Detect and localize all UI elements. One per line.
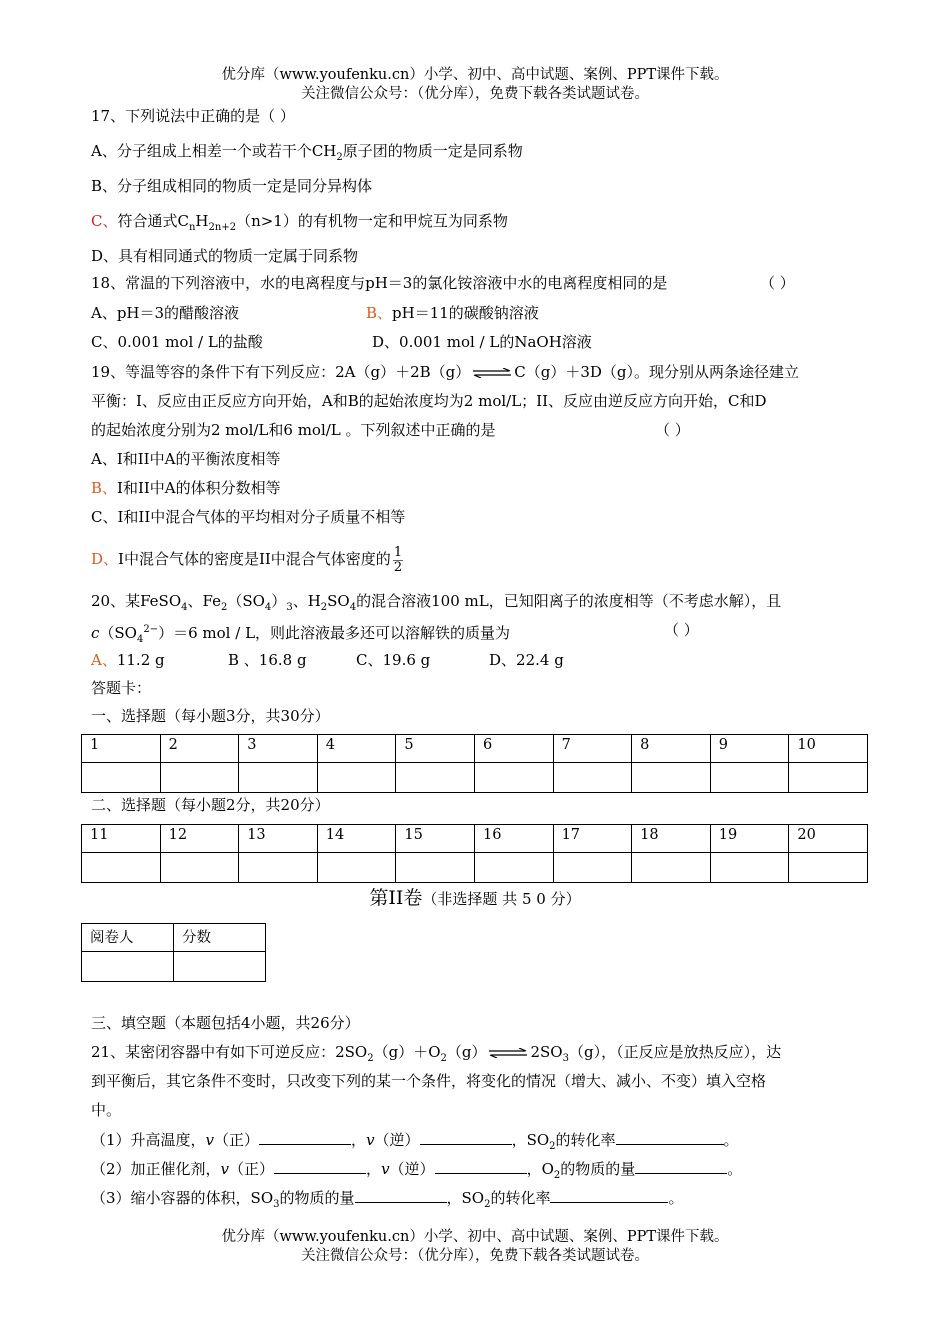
q19-option-a: A、I和II中A的平衡浓度相等	[91, 450, 281, 468]
section-3-heading: 三、填空题（本题包括4小题，共26分）	[91, 1014, 360, 1032]
answer-cell[interactable]	[632, 763, 711, 793]
table-cell: 3	[239, 735, 318, 763]
answer-cell[interactable]	[82, 763, 161, 793]
q18-option-b: B、pH＝11的碳酸钠溶液	[366, 304, 539, 322]
answer-cell[interactable]	[396, 853, 475, 883]
q17-option-a: A、分子组成上相差一个或若干个$CH_2$原子团的物质一定是同系物	[91, 142, 523, 163]
answer-blank[interactable]	[635, 1158, 727, 1174]
table-cell: 10	[789, 735, 868, 763]
q20-option-a: A、11.2 g	[91, 651, 165, 669]
table-cell: 12	[160, 825, 239, 853]
grader-table	[81, 923, 266, 982]
answer-blank[interactable]	[274, 1158, 366, 1174]
answer-cell[interactable]	[396, 763, 475, 793]
section-2-heading: 二、选择题（每小题2分，共20分）	[91, 796, 330, 814]
answer-cell[interactable]	[710, 853, 789, 883]
q20-answer-paren: （ ）	[664, 621, 699, 639]
answer-cell[interactable]	[553, 763, 632, 793]
table-cell: 18	[632, 825, 711, 853]
answer-cell[interactable]	[239, 763, 318, 793]
q19-answer-paren: （ ）	[655, 421, 690, 439]
q20-option-b: B 、16.8 g	[228, 651, 307, 669]
table-cell: 6	[474, 735, 553, 763]
q19-stem-line-1: 19、等温等容的条件下有下列反应：2A（g）＋2B（g） C（g）＋3D（g）。现分别从两条途径建立	[91, 363, 800, 381]
grader-cell[interactable]	[82, 952, 174, 982]
answer-blank[interactable]	[616, 1129, 724, 1145]
section-1-heading: 一、选择题（每小题3分，共30分）	[91, 707, 330, 725]
answer-card-title: 答题卡：	[91, 679, 152, 697]
answer-table-2-header-row	[82, 825, 868, 853]
answer-cell[interactable]	[160, 853, 239, 883]
answer-cell[interactable]	[317, 763, 396, 793]
q18-answer-paren: （ ）	[760, 274, 795, 292]
score-label: 分数	[174, 924, 266, 952]
table-cell: 8	[632, 735, 711, 763]
table-cell: 4	[317, 735, 396, 763]
q20-option-c: C、19.6 g	[356, 651, 431, 669]
header-line-1: 优分库（www.youfenku.cn）小学、初中、高中试题、案例、PPT课件下载。	[221, 67, 729, 83]
footer-line-2: 关注微信公众号：（优分库），免费下载各类试题试卷。	[301, 1248, 649, 1264]
q19-stem-line-3: 的起始浓度分别为2 mol/L和6 mol/L 。下列叙述中正确的是	[91, 421, 496, 439]
answer-table-1	[81, 734, 868, 793]
part-2-heading	[0, 886, 950, 911]
q20-stem-line-1: 20、某FeSO$_4$、$Fe_2(SO_4)_3$、$H_2SO_4$的混合溶液100 mL，已知阳离子的浓度相等（不考虑水解），且	[91, 592, 782, 613]
answer-cell[interactable]	[82, 853, 161, 883]
table-cell: 2	[160, 735, 239, 763]
q18-option-c: C、0.001 mol / L的盐酸	[91, 333, 263, 351]
q17-option-b: B、分子组成相同的物质一定是同分异构体	[91, 177, 373, 195]
table-cell: 20	[789, 825, 868, 853]
q17-option-d: D、具有相同通式的物质一定属于同系物	[91, 247, 359, 265]
q19-option-b: B、I和II中A的体积分数相等	[91, 479, 281, 497]
answer-cell[interactable]	[160, 763, 239, 793]
q21-subquestion-1: （1）升高温度，v（正） ，v（逆） ，$SO_2$的转化率 。	[91, 1131, 739, 1152]
answer-table-2	[81, 824, 868, 883]
table-cell: 16	[474, 825, 553, 853]
answer-cell[interactable]	[474, 853, 553, 883]
q21-subquestion-2: （2）加正催化剂，v（正） ，v（逆） ，$O_2$的物质的量 。	[91, 1160, 743, 1181]
q19-option-c: C、I和II中混合气体的平均相对分子质量不相等	[91, 508, 406, 526]
q18-option-a: A、pH＝3的醋酸溶液	[91, 304, 240, 322]
table-cell: 19	[710, 825, 789, 853]
table-cell: 13	[239, 825, 318, 853]
q21-stem-line-3: 中。	[91, 1101, 122, 1119]
answer-cell[interactable]	[317, 853, 396, 883]
equilibrium-arrows-icon	[488, 1048, 528, 1058]
header-line-2: 关注微信公众号：（优分库），免费下载各类试题试卷。	[301, 86, 649, 102]
answer-cell[interactable]	[239, 853, 318, 883]
table-cell: 9	[710, 735, 789, 763]
answer-cell[interactable]	[789, 853, 868, 883]
q20-stem-line-2: $c(SO_4^{2-})=6$ mol / L，则此溶液最多还可以溶解铁的质量为	[91, 624, 511, 645]
answer-cell[interactable]	[710, 763, 789, 793]
answer-cell[interactable]	[474, 763, 553, 793]
q19-stem-line-2: 平衡：I、反应由正反应方向开始，A和B的起始浓度均为2 mol/L；II、反应由逆反应方向开始，C和D	[91, 392, 767, 410]
answer-table-2-answer-row	[82, 853, 868, 883]
answer-table-1-header-row	[82, 735, 868, 763]
q17-stem: 17、下列说法中正确的是（ ）	[91, 107, 295, 125]
q21-stem-line-2: 到平衡后，其它条件不变时，只改变下列的某一个条件，将变化的情况（增大、减小、不变）填入空格	[91, 1072, 767, 1090]
part-2-title: 第II卷	[369, 887, 423, 909]
answer-blank[interactable]	[435, 1158, 527, 1174]
grader-label: 阅卷人	[82, 924, 174, 952]
answer-cell[interactable]	[789, 763, 868, 793]
answer-blank[interactable]	[550, 1187, 668, 1203]
equilibrium-arrows-icon	[472, 368, 512, 378]
answer-cell[interactable]	[632, 853, 711, 883]
answer-blank[interactable]	[355, 1187, 447, 1203]
table-cell: 17	[553, 825, 632, 853]
q21-stem-line-1: 21、某密闭容器中有如下可逆反应：$2SO_2(g)+O_2(g)$ $2SO_3(g)$，（正反应是放热反应），达	[91, 1043, 782, 1064]
q20-option-d: D、22.4 g	[489, 651, 564, 669]
q18-option-d: D、0.001 mol / L的NaOH溶液	[372, 333, 592, 351]
answer-blank[interactable]	[420, 1129, 512, 1145]
part-2-note: （非选择题 共 5 0 分）	[422, 890, 581, 908]
table-cell: 7	[553, 735, 632, 763]
footer-line-1: 优分库（www.youfenku.cn）小学、初中、高中试题、案例、PPT课件下载。	[221, 1229, 729, 1245]
q21-subquestion-3: （3）缩小容器的体积，$SO_3$的物质的量 ，$SO_2$的转化率 。	[91, 1189, 684, 1210]
score-cell[interactable]	[174, 952, 266, 982]
table-cell: 11	[82, 825, 161, 853]
table-cell: 1	[82, 735, 161, 763]
q18-stem: 18、常温的下列溶液中，水的电离程度与pH＝3的氯化铵溶液中水的电离程度相同的是	[91, 274, 668, 292]
table-cell: 5	[396, 735, 475, 763]
answer-blank[interactable]	[259, 1129, 351, 1145]
answer-table-1-answer-row	[82, 763, 868, 793]
q19-option-d: D、I中混合气体的密度是II中混合气体密度的 $\frac{1}{2}$	[91, 544, 403, 575]
fraction-one-half: $\frac{1}{2}$	[393, 544, 403, 575]
q17-option-c: C、符合通式$C_nH_{2n+2}(n>1)$的有机物一定和甲烷互为同系物	[91, 212, 508, 233]
table-cell: 14	[317, 825, 396, 853]
answer-cell[interactable]	[553, 853, 632, 883]
table-cell: 15	[396, 825, 475, 853]
